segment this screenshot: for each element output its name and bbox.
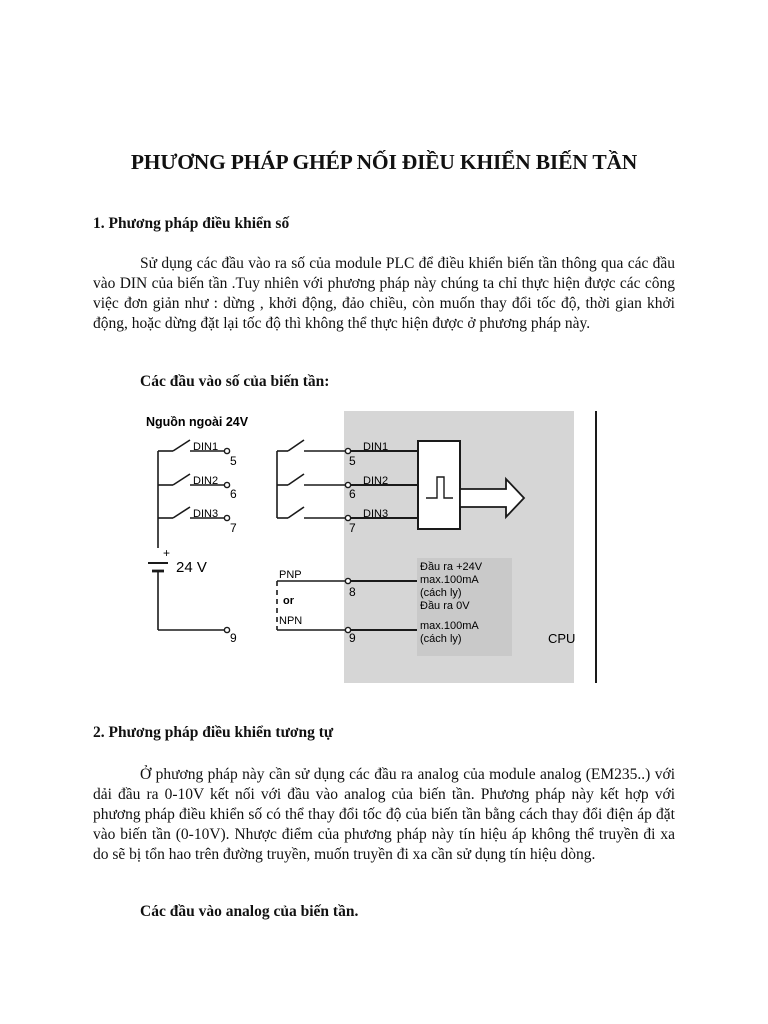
output-0v-line-3: (cách ly) [420,633,462,645]
section-1-subheading: Các đầu vào số của biến tần: [140,373,330,390]
page-title: PHƯƠNG PHÁP GHÉP NỐI ĐIỀU KHIỂN BIẾN TẦN [130,150,638,174]
external-supply-label: Nguồn ngoài 24V [146,415,249,429]
or-label: or [283,595,294,607]
supply-voltage-label: 24 V [176,559,207,576]
left-terminal-7: 7 [230,521,237,535]
npn-label: NPN [279,615,303,627]
section-1-heading: 1. Phương pháp điều khiển số [93,215,290,232]
right-din1-label: DIN1 [363,441,389,453]
output-0v-line-2: max.100mA [420,620,479,632]
section-2-heading: 2. Phương pháp điều khiển tương tự [93,724,334,741]
section-2-paragraph: Ở phương pháp này cần sử dụng các đầu ra analog của module analog (EM235..) với dải đầu ra 0-10V kết nối với đầu vào analog của biến tần. Phương pháp này kết hợp với phương pháp điều khiển số có thể thay đổi tốc độ của biến tần bằng cách thay đổi điện áp đặt vào biến tần (0-10V). Nhược điểm của phương pháp này tín hiệu áp không thể truyền đi xa do sẽ bị tổn hao trên đường truyền, muốn truyền đi xa cần sử dụng tín hiệu dòng. [93,766,675,863]
section-2-subheading: Các đầu vào analog của biến tần. [140,903,359,920]
left-din3-label: DIN3 [193,508,219,520]
plus-sign: + [163,546,171,560]
right-din3-label: DIN3 [363,508,389,520]
left-terminal-6: 6 [230,487,237,501]
output-24v-line-3: (cách ly) [420,587,462,599]
left-din1-label: DIN1 [193,441,219,453]
pnp-label: PNP [279,569,302,581]
output-24v-line-1: Đầu ra +24V [420,561,483,573]
cpu-label: CPU [548,631,576,646]
right-din2-label: DIN2 [363,475,389,487]
right-terminal-6: 6 [349,487,356,501]
output-24v-line-2: max.100mA [420,574,479,586]
left-circuit [148,440,225,630]
right-terminal-7: 7 [349,521,356,535]
digital-inputs-wiring-diagram [130,405,645,685]
left-din2-label: DIN2 [193,475,219,487]
right-terminal-8: 8 [349,585,356,599]
right-terminal-9: 9 [349,631,356,645]
right-terminal-5: 5 [349,454,356,468]
output-0v-line-1: Đầu ra 0V [420,600,470,612]
left-terminal-9: 9 [230,631,237,645]
left-terminal-5: 5 [230,454,237,468]
left-terminal-dots [224,448,229,632]
section-1-paragraph: Sử dụng các đầu vào ra số của module PLC để điều khiển biến tần thông qua các đầu vào DIN của biến tần .Tuy nhiên với phương pháp này chúng ta chỉ thực hiện được các công việc đơn giản như : dừng , khởi động, đảo chiều, còn muốn thay đổi tốc độ, thời gian khởi động, hoặc dừng đặt lại tốc độ thì không thể thực hiện được ở phương pháp này. [93,255,675,332]
